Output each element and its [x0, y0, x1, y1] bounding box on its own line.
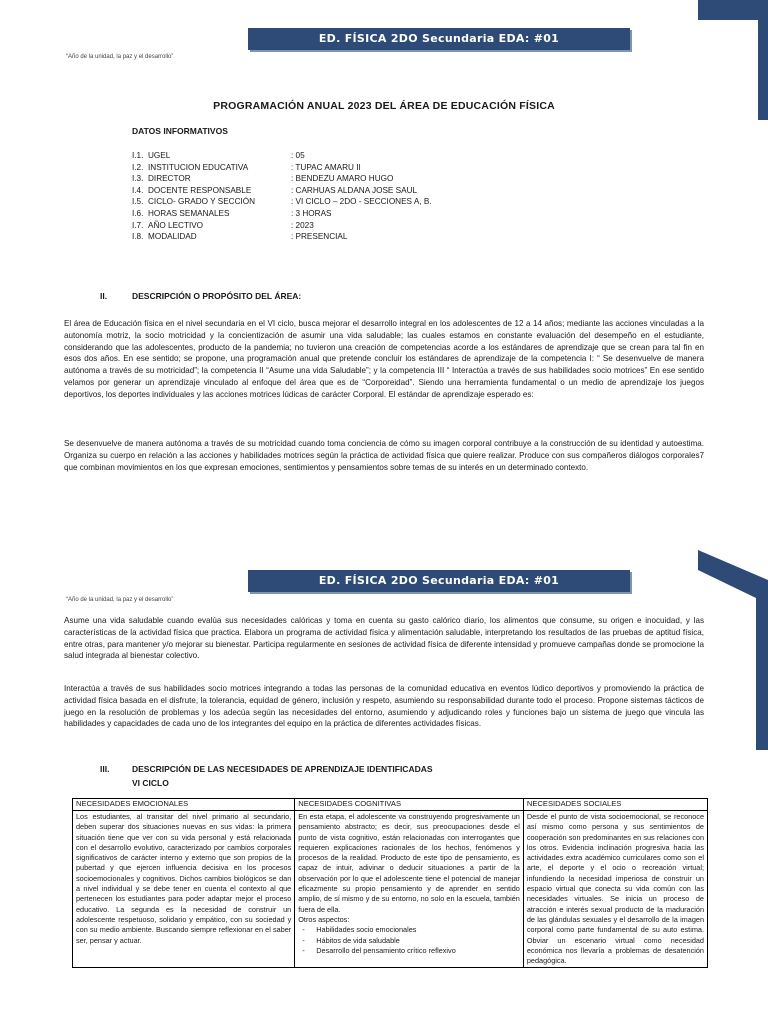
table-header-row — [73, 799, 708, 811]
cycle-label: VI CICLO — [132, 778, 169, 788]
standard-paragraph-autonomy: Se desenvuelve de manera autónoma a través de su motricidad cuando toma conciencia de cómo su imagen corporal contribuye a la construcción de su identidad y autoestima. Organiza su cuerpo en relación a las acciones y habilidades motrices según la práctica de actividad física que quiere realizar. Produce con sus compañeros diálogos corporales7 que combinan movimientos en los que expresan emociones, sentimientos y pensamientos sobre temas de su interés en un determinado contexto. — [64, 439, 704, 472]
info-value: : BENDEZU AMARO HUGO — [291, 174, 394, 184]
info-row — [132, 196, 552, 208]
info-value: : 2023 — [291, 220, 314, 230]
info-number: I.3. — [132, 174, 144, 184]
info-value: : VI CICLO – 2DO - SECCIONES A, B. — [291, 197, 432, 207]
datos-informativos-heading: DATOS INFORMATIVOS — [132, 126, 228, 136]
cognitive-needs-text: En esta etapa, el adolescente va construyendo progresivamente un pensamiento abstracto; es decir, sus preocupaciones desde el punto de vista cognitivo, están relacionadas con interrogantes que requieren explicaciones racionales de los hechos, fenómenos y procesos de la realidad. Producto de este tipo de pensamiento, es capaz de intuir, adivinar o deducir situaciones a partir de la observación por lo que el adolescente tiene el potencial de manejar eficazmente su propio pensamiento y de aprender en sentido amplio, de sí mismo y de su entorno, no solo en la escuela, también fuera de ella. — [298, 812, 520, 914]
standard-paragraph-healthy-life: Asume una vida saludable cuando evalúa sus necesidades calóricas y toma en cuenta su gasto calórico diario, los alimentos que consume, su origen e inocuidad, y las características de la actividad física que practica. Elabora un programa de actividad física y alimentación saludable, interpretando los resultados de las pruebas de aptitud física, entre otras, para mantener y/o mejorar su bienestar. Participa regularmente en sesiones de actividad física de diferente intensidad y promueve campañas donde se promocione la salud integrada al bienestar colectivo. — [64, 616, 704, 661]
other-aspects-label: Otros aspectos: — [298, 914, 350, 924]
info-number: I.5. — [132, 197, 144, 207]
year-motto: “Año de la unidad, la paz y el desarrollo” — [66, 597, 174, 603]
header-emotional-needs: NECESIDADES EMOCIONALES — [73, 799, 295, 811]
social-needs-cell: Desde el punto de vista socioemocional, se reconoce así mismo como persona y sus sentimientos de cooperación son predominantes en sus relaciones con los otros. Evidencia inclinación progresiva hacia las actividades extra académico curriculares como son el arte, el deporte y el ocio o recreación virtual; infundiendo la necesidad imperiosa de construir un espacio virtual que conecta su vida común con las necesidades virtuales. Se inicia un proceso de atracción e interés sexual producto de la maduración de las glándulas sexuales y el desarrollo de la imagen corporal como parte fundamental de su auto estima. Obviar un escenario virtual como necesidad económica nos llevaría a problemas de desatención pedagógica. — [523, 811, 707, 968]
emotional-needs-cell: Los estudiantes, al transitar del nivel primario al secundario, deben superar dos situaciones nuevas en sus vidas: la primera situación tiene que ver con su vida personal y está relacionada con el desarrollo evolutivo, caracterizado por cambios corporales significativos de carácter interno y externo que son propios de la pubertad y que ejercen influencia decisiva en los procesos socioemocionales y cognitivos. Dichos cambios biológicos se dan a nivel individual y se debe tener en cuenta el contexto al que pertenecen los estudiantes para poder adaptar mejor el proceso educativo. La segunda es la necesidad de construir un adolescente respetuoso, solidario y empático, con su sociedad y con su medio ambiente. Buscando siempre reflexionar en el saber ser, pensar y actuar. — [73, 811, 295, 968]
info-label: INSTITUCION EDUCATIVA — [148, 162, 249, 172]
info-number: I.7. — [132, 220, 144, 230]
info-row — [132, 162, 552, 174]
list-item: - Hábitos de vida saludable — [298, 936, 520, 946]
info-row — [132, 208, 552, 220]
info-row — [132, 150, 552, 162]
info-number: I.6. — [132, 208, 144, 218]
info-label: AÑO LECTIVO — [148, 220, 204, 230]
info-list — [132, 150, 552, 243]
info-label: DIRECTOR — [148, 174, 191, 184]
document-page-2 — [0, 530, 768, 1024]
other-aspects-list — [298, 925, 520, 956]
info-row — [132, 173, 552, 185]
info-row — [132, 220, 552, 232]
info-number: I.8. — [132, 232, 144, 242]
info-value: : PRESENCIAL — [291, 232, 348, 242]
info-value: : CARHUAS ALDANA JOSE SAUL — [291, 185, 418, 195]
header-social-needs: NECESIDADES SOCIALES — [523, 799, 707, 811]
info-number: I.4. — [132, 185, 144, 195]
info-number: I.1. — [132, 151, 144, 160]
header-banner: ED. FÍSICA 2DO Secundaria EDA: #01 — [248, 570, 630, 592]
info-label: UGEL — [148, 151, 171, 160]
info-label: DOCENTE RESPONSABLE — [148, 185, 252, 195]
info-label: MODALIDAD — [148, 232, 197, 242]
cognitive-needs-cell — [295, 811, 524, 968]
list-item: - Habilidades socio emocionales — [298, 925, 520, 935]
section-2-title: DESCRIPCIÓN O PROPÓSITO DEL ÁREA: — [132, 291, 302, 301]
header-cognitive-needs: NECESIDADES COGNITIVAS — [295, 799, 524, 811]
info-number: I.2. — [132, 162, 144, 172]
info-label: HORAS SEMANALES — [148, 208, 230, 218]
corner-chevron-decoration — [698, 550, 768, 750]
learning-needs-table — [72, 798, 708, 968]
info-label: CICLO- GRADO Y SECCIÓN — [148, 197, 256, 207]
section-2-number: II. — [100, 291, 108, 301]
info-row — [132, 185, 552, 197]
info-row — [132, 231, 552, 243]
standard-paragraph-socio-motor: Interactúa a través de sus habilidades socio motrices integrando a todas las personas de la comunidad educativa en eventos lúdico deportivos y promoviendo la práctica de actividad física basada en el disfrute, la tolerancia, equidad de género, inclusión y respeto, asumiendo su responsabilidad durante todo el proceso. Propone sistemas tácticos de juego en la resolución de problemas y los adecúa según las necesidades del entorno, asumiendo y adjudicando roles y funciones bajo un sistema de juego que vincula las habilidades y capacidades de cada uno de los integrantes del equipo en la práctica de diferentes actividades físicas. — [64, 684, 704, 729]
year-motto: “Año de la unidad, la paz y el desarrollo” — [66, 54, 174, 60]
header-banner: ED. FÍSICA 2DO Secundaria EDA: #01 — [248, 28, 630, 50]
info-value: : 05 — [291, 151, 305, 160]
area-description-paragraph: El área de Educación física en el nivel secundaria en el VI ciclo, busca mejorar el desarrollo integral en los adolescentes de 12 a 14 años; mediante las acciones vinculadas a la autonomía motriz, la socio motricidad y la concientización de asumir una vida saludable; las cuales estamos en constante evaluación del desempeño en el estudiante, considerando que las adolescentes, producto de la pandemia; no tuvieron una creación de competencias acorde a los estándares de aprendizaje que se crean para tal fin en esos dos años. En ese sentido; se propone, una programación anual que pretende concluir los estándares de aprendizaje de la competencia I: “ Se desenvuelve de manera autónoma a través de su motricidad”; la competencia II “Asume una vida Saludable”; y la competencia III “ Interactúa a través de sus habilidades socio motrices” En ese sentido velamos por generar un aprendizaje vinculado al enfoque del área que es de “Corporeidad”. Siendo una herramienta fundamental o un medio de aprendizaje los juegos deportivos, los deportes individuales y las acciones motrices lúdicas de carácter Corporal. El estándar de aprendizaje esperado es: — [64, 319, 704, 399]
list-item: - Desarrollo del pensamiento crítico reflexivo — [298, 946, 520, 956]
info-value: : TUPAC AMARU II — [291, 162, 361, 172]
table-row — [73, 811, 708, 968]
section-3-title: DESCRIPCIÓN DE LAS NECESIDADES DE APRENDIZAJE IDENTIFICADAS — [132, 764, 433, 774]
section-3-number: III. — [100, 764, 110, 774]
info-value: : 3 HORAS — [291, 208, 332, 218]
page-title: PROGRAMACIÓN ANUAL 2023 DEL ÁREA DE EDUCACIÓN FÍSICA — [213, 100, 555, 112]
